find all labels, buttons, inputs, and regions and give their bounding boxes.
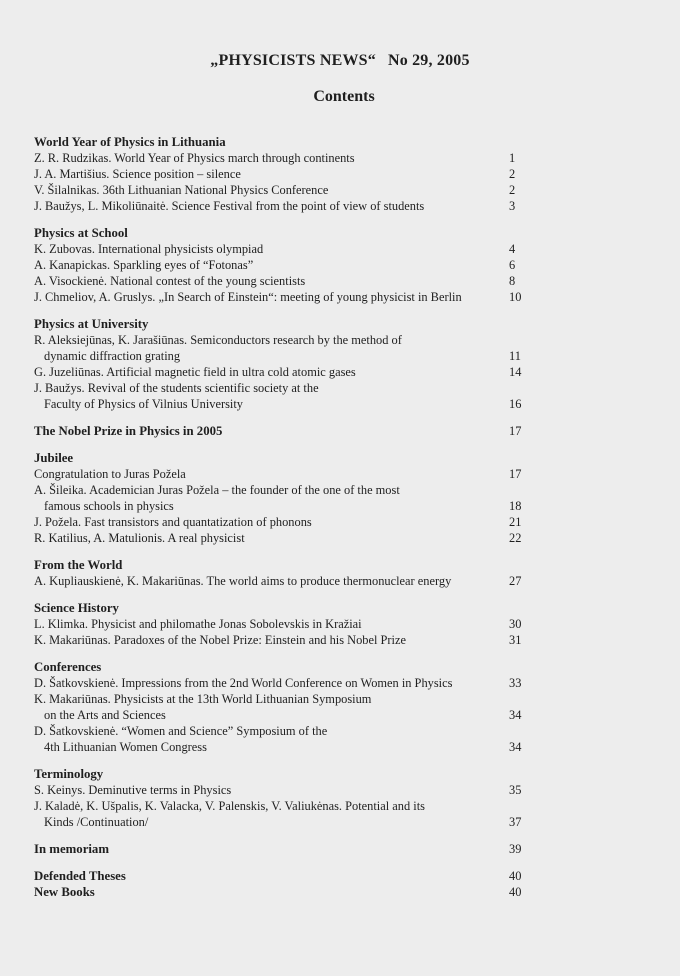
entry-page-number: 1: [509, 151, 516, 165]
entry-title: J. Baužys, L. Mikoliūnaitė. Science Festival from the point of view of students: [34, 199, 425, 213]
toc-entry: [34, 289, 634, 305]
entry-title: D. Šatkovskienė. “Women and Science” Symposium of the: [34, 724, 328, 738]
entry-page-number: 8: [509, 274, 516, 288]
toc-section: [34, 600, 634, 648]
entry-page-number: 4: [509, 242, 516, 256]
toc-entry: [34, 364, 634, 380]
entry-page-number: 2: [509, 183, 516, 197]
toc-entry: [34, 150, 634, 166]
toc-entry: [34, 241, 634, 257]
entry-page-number: 10: [509, 290, 522, 304]
entry-page-number: 21: [509, 515, 522, 529]
entry-page-number: 31: [509, 633, 522, 647]
entry-title: Congratulation to Juras Požela: [34, 467, 186, 481]
section-page-number: 17: [509, 424, 522, 438]
entry-page-number: 17: [509, 467, 522, 481]
table-of-contents: [34, 134, 634, 911]
section-title: New Books: [34, 885, 95, 899]
toc-entry: [34, 782, 634, 798]
entry-page-number: 11: [509, 349, 521, 363]
section-title: From the World: [34, 558, 123, 572]
section-title: World Year of Physics in Lithuania: [34, 135, 226, 149]
entry-title: A. Šileika. Academician Juras Požela – the founder of the one of the most: [34, 483, 400, 497]
toc-entry: [34, 332, 634, 364]
toc-entry: [34, 257, 634, 273]
toc-section: [34, 868, 634, 884]
toc-section: [34, 884, 634, 900]
entry-title: A. Kanapickas. Sparkling eyes of “Fotonas”: [34, 258, 254, 272]
entry-title: R. Katilius, A. Matulionis. A real physicist: [34, 531, 245, 545]
section-title: Physics at School: [34, 226, 128, 240]
toc-entry: [34, 723, 634, 755]
entry-title: A. Kupliauskienė, K. Makariūnas. The world aims to produce thermonuclear energy: [34, 574, 452, 588]
entry-title-continuation: dynamic diffraction grating: [44, 349, 181, 363]
entry-title: K. Makariūnas. Physicists at the 13th World Lithuanian Symposium: [34, 692, 372, 706]
entry-title: J. A. Martišius. Science position – silence: [34, 167, 241, 181]
entry-title: G. Juzeliūnas. Artificial magnetic field in ultra cold atomic gases: [34, 365, 356, 379]
section-page-number: 39: [509, 842, 522, 856]
entry-page-number: 16: [509, 397, 522, 411]
entry-title: J. Kaladė, K. Ušpalis, K. Valacka, V. Palenskis, V. Valiukėnas. Potential and its: [34, 799, 425, 813]
entry-title: L. Klimka. Physicist and philomathe Jonas Sobolevskis in Kražiai: [34, 617, 362, 631]
entry-title: R. Aleksiejūnas, K. Jarašiūnas. Semiconductors research by the method of: [34, 333, 402, 347]
toc-section: [34, 557, 634, 589]
entry-page-number: 2: [509, 167, 516, 181]
issue-number: No 29, 2005: [387, 52, 470, 69]
toc-section: [34, 134, 634, 214]
entry-title: K. Zubovas. International physicists olympiad: [34, 242, 264, 256]
toc-section: [34, 841, 634, 857]
toc-section: [34, 659, 634, 755]
section-page-number: 40: [509, 885, 522, 899]
toc-entry: [34, 482, 634, 514]
entry-title-continuation: on the Arts and Sciences: [44, 708, 166, 722]
entry-title-continuation: 4th Lithuanian Women Congress: [44, 740, 207, 754]
toc-entry: [34, 166, 634, 182]
journal-header: [0, 52, 680, 70]
toc-section: [34, 225, 634, 305]
entry-title-continuation: Faculty of Physics of Vilnius University: [44, 397, 243, 411]
toc-entry: [34, 380, 634, 412]
toc-section: [34, 316, 634, 412]
entry-page-number: 6: [509, 258, 516, 272]
toc-section: [34, 766, 634, 830]
entry-title: D. Šatkovskienė. Impressions from the 2nd World Conference on Women in Physics: [34, 676, 453, 690]
entry-page-number: 34: [509, 708, 522, 722]
entry-page-number: 35: [509, 783, 522, 797]
toc-entry: [34, 530, 634, 546]
section-title: Terminology: [34, 767, 104, 781]
toc-entry: [34, 466, 634, 482]
entry-title: S. Keinys. Deminutive terms in Physics: [34, 783, 232, 797]
section-title: The Nobel Prize in Physics in 2005: [34, 424, 223, 438]
section-title: Jubilee: [34, 451, 74, 465]
entry-title: Z. R. Rudzikas. World Year of Physics march through continents: [34, 151, 355, 165]
entry-page-number: 30: [509, 617, 522, 631]
entry-title-continuation: famous schools in physics: [44, 499, 174, 513]
toc-entry: [34, 273, 634, 289]
entry-page-number: 34: [509, 740, 522, 754]
section-title: Defended Theses: [34, 869, 126, 883]
toc-entry: [34, 198, 634, 214]
section-page-number: 40: [509, 869, 522, 883]
toc-entry: [34, 616, 634, 632]
entry-page-number: 27: [509, 574, 522, 588]
entry-title: J. Požela. Fast transistors and quantatization of phonons: [34, 515, 312, 529]
entry-page-number: 33: [509, 676, 522, 690]
entry-title-continuation: Kinds /Continuation/: [44, 815, 149, 829]
entry-title: J. Chmeliov, A. Gruslys. „In Search of Einstein“: meeting of young physicist in Berlin: [34, 290, 462, 304]
toc-section: [34, 423, 634, 439]
entry-title: A. Visockienė. National contest of the young scientists: [34, 274, 306, 288]
section-title: Science History: [34, 601, 119, 615]
entry-page-number: 37: [509, 815, 522, 829]
entry-page-number: 3: [509, 199, 516, 213]
entry-title: V. Šilalnikas. 36th Lithuanian National Physics Conference: [34, 183, 329, 197]
entry-title: K. Makariūnas. Paradoxes of the Nobel Prize: Einstein and his Nobel Prize: [34, 633, 406, 647]
contents-title: Contents: [313, 88, 375, 105]
entry-page-number: 14: [509, 365, 522, 379]
entry-page-number: 22: [509, 531, 522, 545]
toc-entry: [34, 798, 634, 830]
toc-entry: [34, 675, 634, 691]
section-title: In memoriam: [34, 842, 109, 856]
toc-entry: [34, 182, 634, 198]
journal-name: „PHYSICISTS NEWS“: [210, 52, 376, 69]
section-title: Physics at University: [34, 317, 149, 331]
toc-entry: [34, 514, 634, 530]
toc-section: [34, 450, 634, 546]
toc-entry: [34, 632, 634, 648]
toc-entry: [34, 691, 634, 723]
entry-page-number: 18: [509, 499, 522, 513]
toc-entry: [34, 573, 634, 589]
section-title: Conferences: [34, 660, 102, 674]
entry-title: J. Baužys. Revival of the students scientific society at the: [34, 381, 319, 395]
